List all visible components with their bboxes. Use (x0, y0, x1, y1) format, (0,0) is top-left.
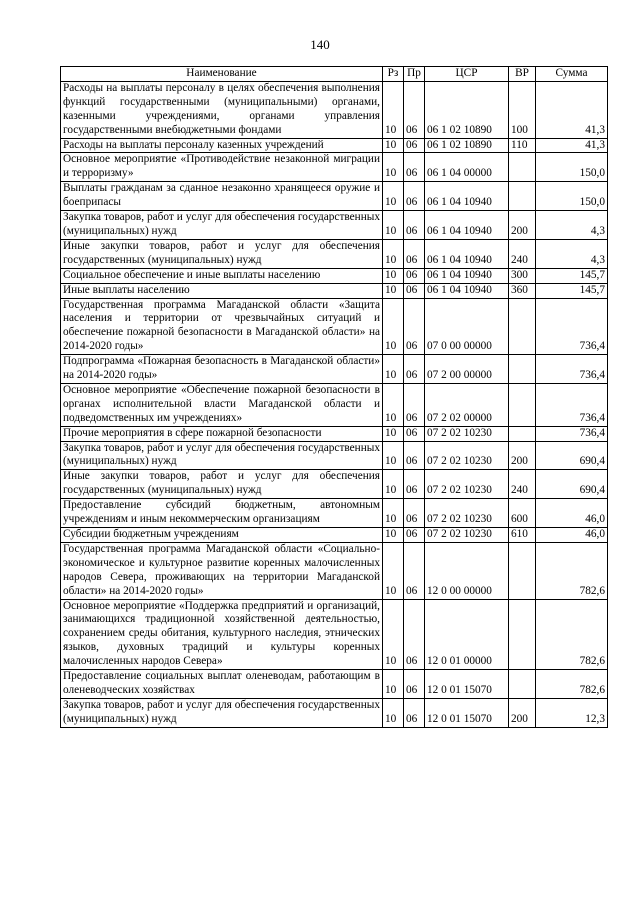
row-pr: 06 (404, 283, 425, 298)
row-vr (509, 153, 536, 182)
row-rz: 10 (383, 268, 404, 283)
row-csr: 07 2 02 00000 (425, 383, 509, 426)
row-pr: 06 (404, 298, 425, 355)
table-row (61, 426, 608, 441)
row-rz: 10 (383, 441, 404, 470)
row-sum: 46,0 (536, 499, 608, 528)
row-pr: 06 (404, 698, 425, 727)
row-rz: 10 (383, 211, 404, 240)
row-vr (509, 182, 536, 211)
row-pr: 06 (404, 138, 425, 153)
row-sum: 690,4 (536, 470, 608, 499)
row-name: Государственная программа Магаданской области «Социально-экономическое и культурное развитие коренных малочисленных народов Севера, проживающих на территории Магаданской области» на 2014-2020 годы» (61, 542, 383, 599)
row-sum: 150,0 (536, 153, 608, 182)
table-row (61, 153, 608, 182)
header-csr: ЦСР (425, 67, 509, 82)
row-name: Расходы на выплаты персоналу казенных учреждений (61, 138, 383, 153)
row-rz: 10 (383, 239, 404, 268)
row-rz: 10 (383, 355, 404, 384)
row-pr: 06 (404, 211, 425, 240)
row-pr: 06 (404, 670, 425, 699)
row-vr: 200 (509, 441, 536, 470)
row-vr: 200 (509, 211, 536, 240)
row-name: Основное мероприятие «Поддержка предприятий и организаций, занимающихся традиционной хозяйственной деятельностью, сохранением среды обитания, культурного наследия, этнических языков, духовных традиций и культуры коренных малочисленных народов Севера» (61, 599, 383, 670)
row-sum: 41,3 (536, 138, 608, 153)
row-vr: 600 (509, 499, 536, 528)
row-rz: 10 (383, 599, 404, 670)
row-sum: 736,4 (536, 298, 608, 355)
row-name: Расходы на выплаты персоналу в целях обеспечения выполнения функций государственными (муниципальными) органами, казенными учреждениями, органами управления государственными внебюджетными фондами (61, 81, 383, 138)
row-rz: 10 (383, 426, 404, 441)
row-name: Субсидии бюджетным учреждениям (61, 528, 383, 543)
row-csr: 06 1 04 10940 (425, 211, 509, 240)
row-name: Предоставление субсидий бюджетным, автономным учреждениям и иным некоммерческим организациям (61, 499, 383, 528)
row-pr: 06 (404, 499, 425, 528)
table-row (61, 542, 608, 599)
row-pr: 06 (404, 81, 425, 138)
header-sum: Сумма (536, 67, 608, 82)
row-vr: 240 (509, 239, 536, 268)
table-row (61, 298, 608, 355)
row-name: Закупка товаров, работ и услуг для обеспечения государственных (муниципальных) нужд (61, 698, 383, 727)
row-pr: 06 (404, 599, 425, 670)
row-name: Подпрограмма «Пожарная безопасность в Магаданской области» на 2014-2020 годы» (61, 355, 383, 384)
row-csr: 07 2 02 10230 (425, 499, 509, 528)
header-vr: ВР (509, 67, 536, 82)
row-vr (509, 542, 536, 599)
row-sum: 4,3 (536, 239, 608, 268)
row-name: Государственная программа Магаданской области «Защита населения и территории от чрезвычайных ситуаций и обеспечение пожарной безопасности в Магаданской области» на 2014-2020 годы» (61, 298, 383, 355)
table-row (61, 211, 608, 240)
row-rz: 10 (383, 283, 404, 298)
row-csr: 12 0 01 15070 (425, 670, 509, 699)
header-pr: Пр (404, 67, 425, 82)
table-row (61, 528, 608, 543)
row-rz: 10 (383, 698, 404, 727)
row-sum: 46,0 (536, 528, 608, 543)
table-row (61, 268, 608, 283)
table-row (61, 383, 608, 426)
row-sum: 736,4 (536, 355, 608, 384)
row-vr (509, 670, 536, 699)
row-csr: 06 1 02 10890 (425, 81, 509, 138)
row-sum: 150,0 (536, 182, 608, 211)
row-rz: 10 (383, 542, 404, 599)
row-vr (509, 383, 536, 426)
row-name: Прочие мероприятия в сфере пожарной безопасности (61, 426, 383, 441)
row-name: Иные закупки товаров, работ и услуг для обеспечения государственных (муниципальных) нужд (61, 470, 383, 499)
table-row (61, 355, 608, 384)
row-sum: 690,4 (536, 441, 608, 470)
table-row (61, 138, 608, 153)
row-vr (509, 599, 536, 670)
table-row (61, 499, 608, 528)
row-pr: 06 (404, 383, 425, 426)
row-pr: 06 (404, 426, 425, 441)
row-rz: 10 (383, 298, 404, 355)
row-vr: 300 (509, 268, 536, 283)
row-csr: 07 0 00 00000 (425, 298, 509, 355)
row-name: Закупка товаров, работ и услуг для обеспечения государственных (муниципальных) нужд (61, 441, 383, 470)
row-sum: 145,7 (536, 283, 608, 298)
row-csr: 06 1 04 10940 (425, 283, 509, 298)
row-csr: 12 0 01 15070 (425, 698, 509, 727)
row-vr: 240 (509, 470, 536, 499)
row-csr: 06 1 04 10940 (425, 239, 509, 268)
row-rz: 10 (383, 81, 404, 138)
row-vr (509, 298, 536, 355)
row-vr: 110 (509, 138, 536, 153)
row-sum: 782,6 (536, 670, 608, 699)
row-pr: 06 (404, 542, 425, 599)
row-rz: 10 (383, 528, 404, 543)
row-csr: 07 2 02 10230 (425, 528, 509, 543)
row-csr: 06 1 04 10940 (425, 182, 509, 211)
row-rz: 10 (383, 670, 404, 699)
header-rz: Рз (383, 67, 404, 82)
row-name: Основное мероприятие «Обеспечение пожарной безопасности в органах исполнительной власти Магаданской области и подведомственных им учреждениях» (61, 383, 383, 426)
row-sum: 12,3 (536, 698, 608, 727)
row-name: Закупка товаров, работ и услуг для обеспечения государственных (муниципальных) нужд (61, 211, 383, 240)
row-pr: 06 (404, 182, 425, 211)
table-row (61, 239, 608, 268)
row-rz: 10 (383, 499, 404, 528)
row-name: Иные закупки товаров, работ и услуг для обеспечения государственных (муниципальных) нужд (61, 239, 383, 268)
table-row (61, 283, 608, 298)
row-vr (509, 355, 536, 384)
row-name: Основное мероприятие «Противодействие незаконной миграции и терроризму» (61, 153, 383, 182)
table-row (61, 81, 608, 138)
row-name: Предоставление социальных выплат оленеводам, работающим в оленеводческих хозяйствах (61, 670, 383, 699)
row-vr: 200 (509, 698, 536, 727)
row-rz: 10 (383, 470, 404, 499)
row-csr: 07 2 02 10230 (425, 470, 509, 499)
row-csr: 12 0 01 00000 (425, 599, 509, 670)
row-csr: 12 0 00 00000 (425, 542, 509, 599)
row-vr (509, 426, 536, 441)
row-sum: 4,3 (536, 211, 608, 240)
row-sum: 736,4 (536, 426, 608, 441)
row-pr: 06 (404, 239, 425, 268)
table-row (61, 599, 608, 670)
row-sum: 782,6 (536, 599, 608, 670)
row-sum: 41,3 (536, 81, 608, 138)
row-name: Социальное обеспечение и иные выплаты населению (61, 268, 383, 283)
table-header-row (61, 67, 608, 82)
row-sum: 736,4 (536, 383, 608, 426)
row-rz: 10 (383, 138, 404, 153)
row-pr: 06 (404, 355, 425, 384)
row-csr: 06 1 04 10940 (425, 268, 509, 283)
table-row (61, 470, 608, 499)
row-pr: 06 (404, 153, 425, 182)
row-name: Выплаты гражданам за сданное незаконно хранящееся оружие и боеприпасы (61, 182, 383, 211)
table-row (61, 698, 608, 727)
row-pr: 06 (404, 528, 425, 543)
row-csr: 06 1 02 10890 (425, 138, 509, 153)
row-sum: 145,7 (536, 268, 608, 283)
header-name: Наименование (61, 67, 383, 82)
row-vr: 610 (509, 528, 536, 543)
row-rz: 10 (383, 182, 404, 211)
page-number: 140 (310, 37, 330, 52)
row-sum: 782,6 (536, 542, 608, 599)
row-rz: 10 (383, 153, 404, 182)
row-vr: 100 (509, 81, 536, 138)
budget-table (60, 66, 608, 728)
row-csr: 07 2 00 00000 (425, 355, 509, 384)
table-row (61, 670, 608, 699)
row-vr: 360 (509, 283, 536, 298)
row-csr: 07 2 02 10230 (425, 441, 509, 470)
row-pr: 06 (404, 470, 425, 499)
row-csr: 07 2 02 10230 (425, 426, 509, 441)
row-csr: 06 1 04 00000 (425, 153, 509, 182)
row-rz: 10 (383, 383, 404, 426)
row-pr: 06 (404, 441, 425, 470)
row-pr: 06 (404, 268, 425, 283)
row-name: Иные выплаты населению (61, 283, 383, 298)
table-row (61, 441, 608, 470)
table-row (61, 182, 608, 211)
